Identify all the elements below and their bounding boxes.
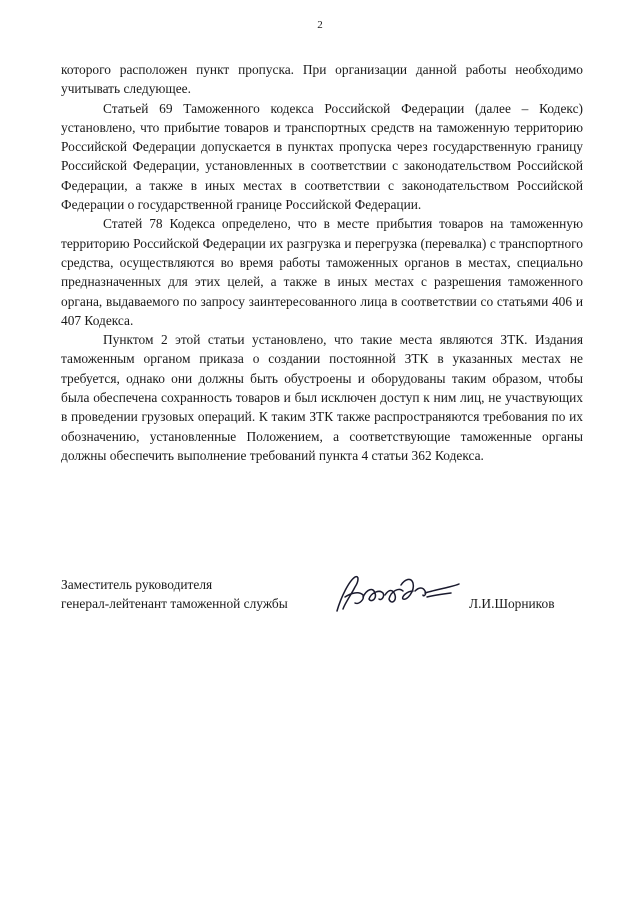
signature-block	[61, 575, 591, 635]
signatory-position	[61, 575, 288, 614]
paragraph-article-78: Статей 78 Кодекса определено, что в месте прибытия товаров на таможенную территорию Российской Федерации их разгрузка и перегрузка (перевалка) с транспортного средства, осуществляются во время работы таможенных органов в местах, специально предназначенных для этих целей, а также в иных местах с разрешения таможенного органа, выдаваемого по запросу заинтересованного лица в соответствии со статьями 406 и 407 Кодекса.	[61, 216, 583, 328]
handwritten-signature	[331, 567, 461, 619]
page-number: 2	[317, 19, 323, 31]
document-body	[61, 60, 583, 465]
signatory-position-line1: Заместитель руководителя	[61, 577, 213, 592]
paragraph-article-69: Статьей 69 Таможенного кодекса Российской Федерации (далее – Кодекс) установлено, что прибытие товаров и транспортных средств на таможенную территорию Российской Федерации допускается в пунктах пропуска через государственную границу Российской Федерации, установленных в соответствии с законодательством Российской Федерации, а также в иных местах в соответствии с законодательством Российской Федерации о государственной границе Российской Федерации.	[61, 100, 583, 213]
paragraph-point-2: Пунктом 2 этой статьи установлено, что такие места являются ЗТК. Издания таможенным органом приказа о создании постоянной ЗТК в указанных местах не требуется, однако они должны быть обустроены и оборудованы таким образом, чтобы была обеспечена сохранность товаров и был исключен доступ к ним лиц, не участвующих в проведении грузовых операций. К таким ЗТК также распространяются требования по их обозначению, установленные Положением, а соответствующие таможенные органы должны обеспечить выполнение требований пункта 4 статьи 362 Кодекса.	[61, 332, 583, 463]
signatory-position-line2: генерал-лейтенант таможенной службы	[61, 596, 288, 612]
signatory-name: Л.И.Шорников	[469, 596, 555, 611]
paragraph-continuation: которого расположен пункт пропуска. При организации данной работы необходимо учитывать следующее.	[61, 62, 583, 97]
